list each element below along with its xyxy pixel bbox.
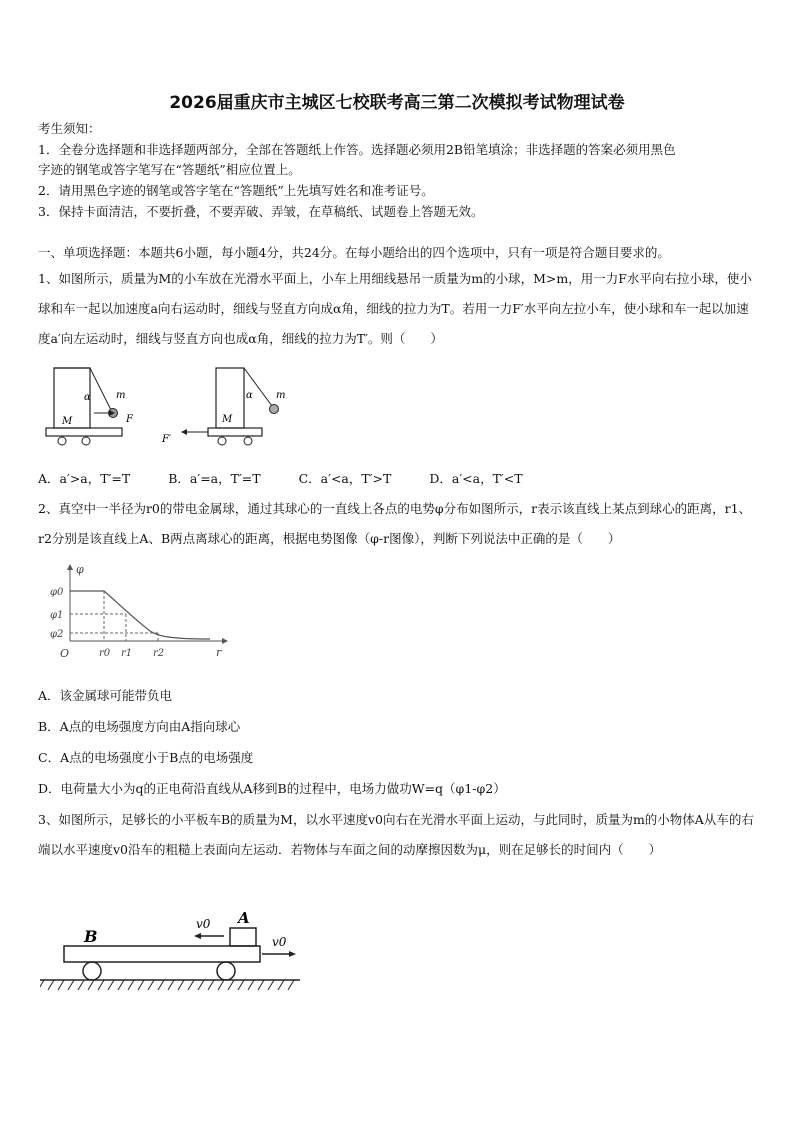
q3-figure	[40, 906, 310, 998]
r-axis-label: r	[216, 646, 222, 659]
alpha-label: α	[84, 392, 91, 403]
r1-label: r1	[121, 648, 133, 659]
option-d[interactable]: D．电荷量大小为q的正电荷沿直线从A移到B的过程中，电场力做功W=q（φ1-φ2）	[38, 781, 506, 796]
block-A-label: A	[238, 909, 250, 927]
section-heading: 一、单项选择题：本题共6小题，每小题4分，共24分。在每小题给出的四个选项中，只有一项是符合题目要求的。	[38, 245, 670, 260]
notice-item: 2．请用黑色字迹的钢笔或答字笔在“答题纸”上先填写姓名和准考证号。	[38, 183, 434, 198]
F-label: F	[126, 414, 133, 425]
option-c[interactable]: C．a′<a，T′>T	[298, 471, 392, 486]
v0-right-label: v0	[272, 935, 287, 949]
cart-right	[161, 368, 285, 445]
question-3-text: 3、如图所示，足够长的小平板车B的质量为M，以水平速度v0向右在光滑水平面上运动，与此同时，质量为m的小物体A从车的右端以水平速度v0沿车的粗糙上表面向左运动．若物体与车面之间的动摩擦因数为μ，则在足够长的时间内（ ）	[38, 812, 754, 857]
question-2-text: 2、真空中一半径为r0的带电金属球，通过其球心的一直线上各点的电势φ分布如图所示，r表示该直线上某点到球心的距离，r1、r2分别是该直线上A、B两点离球心的距离，根据电势图像（φ-r图像），判断下列说法中正确的是（ ）	[38, 501, 752, 546]
option-b[interactable]: B．a′=a，T′=T	[168, 471, 261, 486]
option-a[interactable]: A．a′>a，T′=T	[38, 471, 131, 486]
question-1-text: 1、如图所示，质量为M的小车放在光滑水平面上，小车上用细线悬吊一质量为m的小球，M>m，用一力F水平向右拉小球，使小球和车一起以加速度a向右运动时，细线与竖直方向成α角，细线的拉力为T。若用一力F′水平向左拉小车，使小球和车一起以加速度a′向左运动时，细线与竖直方向也成α角，细线的拉力为T′。则（ ）	[38, 271, 752, 346]
page-title: 2026届重庆市主城区七校联考高三第二次模拟考试物理试卷	[169, 93, 625, 113]
v0-left-label: v0	[196, 917, 211, 931]
plank-B-label: B	[84, 927, 98, 946]
M-label: M	[222, 414, 233, 425]
option-c[interactable]: C．A点的电场强度小于B点的电场强度	[38, 750, 254, 765]
notice-item: 字迹的钢笔或答字笔写在“答题纸”相应位置上。	[38, 162, 301, 177]
alpha-label: α	[246, 390, 253, 401]
origin-label: O	[60, 647, 70, 660]
r2-label: r2	[153, 648, 165, 659]
r0-label: r0	[99, 648, 111, 659]
cart-left	[46, 368, 134, 445]
option-b[interactable]: B．A点的电场强度方向由A指向球心	[38, 719, 241, 734]
question-1-options	[38, 469, 557, 487]
notice-item: 1．全卷分选择题和非选择题两部分，全部在答题纸上作答。选择题必须用2B铅笔填涂；非选择题的答案必须用黑色	[38, 142, 676, 157]
phi-r-graph	[40, 561, 230, 663]
phi1-label: φ1	[50, 610, 64, 621]
q1-figure	[40, 362, 300, 450]
m-label: m	[276, 390, 286, 401]
notice-heading: 考生须知：	[38, 121, 101, 136]
phi0-label: φ0	[50, 587, 64, 598]
F-prime-label: F′	[162, 434, 172, 445]
m-label: m	[116, 390, 126, 401]
M-label: M	[62, 416, 73, 427]
phi-axis-label: φ	[76, 563, 84, 576]
notice-item: 3．保持卡面清洁，不要折叠，不要弄破、弄皱，在草稿纸、试题卷上答题无效。	[38, 204, 484, 219]
option-a[interactable]: A．该金属球可能带负电	[38, 688, 173, 703]
option-d[interactable]: D．a′<a，T′<T	[429, 471, 523, 486]
phi2-label: φ2	[50, 629, 64, 640]
